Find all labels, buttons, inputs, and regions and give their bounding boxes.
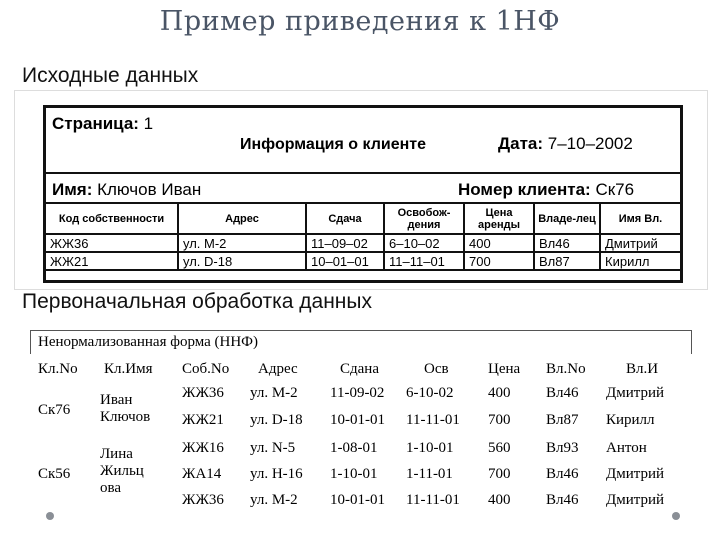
nnf-header-owner-no: Вл.No bbox=[546, 361, 586, 377]
nnf-cell-rent-finish: 1-11-01 bbox=[406, 466, 453, 482]
form-cell: Дмитрий bbox=[600, 234, 680, 252]
nnf-client-name-line: Жильц bbox=[100, 463, 144, 479]
nnf-cell-rent: 400 bbox=[488, 385, 511, 401]
nnf-cell-rent-finish: 11-11-01 bbox=[406, 412, 460, 428]
client-number-value: Ск76 bbox=[595, 180, 635, 199]
client-info-form bbox=[43, 105, 683, 283]
nnf-cell-rent-finish: 1-10-01 bbox=[406, 440, 454, 456]
nnf-client-name-line: Иван bbox=[100, 392, 133, 408]
form-cell: Вл46 bbox=[534, 234, 600, 252]
nnf-cell-address: ул. D-18 bbox=[250, 412, 303, 428]
nnf-cell-owner-name: Антон bbox=[606, 440, 647, 456]
nnf-caption-box bbox=[30, 330, 692, 354]
nnf-header-client-no: Кл.No bbox=[38, 361, 78, 377]
name-label: Имя: bbox=[52, 180, 93, 199]
form-date bbox=[498, 134, 633, 154]
form-header-cell: Имя Вл. bbox=[600, 204, 680, 234]
nnf-cell-property-no: ЖЖ21 bbox=[182, 412, 224, 428]
nnf-cell-address: ул. М-2 bbox=[250, 492, 298, 508]
slide-title: Пример приведения к 1НФ bbox=[159, 6, 561, 37]
nnf-cell-owner-no: Вл87 bbox=[546, 412, 579, 428]
form-cell: ул. D-18 bbox=[178, 252, 306, 270]
nnf-client-id: Ск56 bbox=[38, 466, 71, 482]
page-number bbox=[52, 114, 153, 134]
client-name bbox=[52, 180, 201, 200]
nnf-cell-rent: 400 bbox=[488, 492, 511, 508]
form-cell: ЖЖ21 bbox=[46, 252, 178, 270]
nnf-cell-owner-no: Вл46 bbox=[546, 466, 579, 482]
form-cell: 10–01–01 bbox=[306, 252, 384, 270]
form-divider bbox=[46, 172, 680, 174]
nnf-cell-rent-start: 1-10-01 bbox=[330, 466, 378, 482]
nnf-cell-owner-name: Дмитрий bbox=[606, 492, 665, 508]
form-table-header-row bbox=[46, 204, 680, 234]
nnf-cell-address: ул. Н-16 bbox=[250, 466, 303, 482]
client-number bbox=[458, 180, 634, 200]
form-cell: 400 bbox=[464, 234, 534, 252]
form-table-row bbox=[46, 234, 680, 252]
slide-bullet bbox=[46, 512, 54, 520]
nnf-cell-address: ул. М-2 bbox=[250, 385, 298, 401]
date-label: Дата: bbox=[498, 134, 544, 153]
client-number-label: Номер клиента: bbox=[458, 180, 591, 199]
nnf-header-rent: Цена bbox=[488, 361, 521, 377]
nnf-cell-owner-no: Вл93 bbox=[546, 440, 579, 456]
nnf-header-rent-start: Сдана bbox=[340, 361, 379, 377]
scanned-form-image bbox=[14, 90, 708, 290]
nnf-cell-rent-start: 1-08-01 bbox=[330, 440, 378, 456]
nnf-client-name-line: Лина bbox=[100, 446, 133, 462]
form-cell: 700 bbox=[464, 252, 534, 270]
nnf-cell-property-no: ЖА14 bbox=[182, 466, 222, 482]
nnf-cell-owner-name: Кирилл bbox=[606, 412, 655, 428]
nnf-cell-rent-finish: 6-10-02 bbox=[406, 385, 454, 401]
form-header-cell: Цена аренды bbox=[464, 204, 534, 234]
nnf-header-client-name: Кл.Имя bbox=[104, 361, 153, 377]
form-cell: 11–09–02 bbox=[306, 234, 384, 252]
nnf-cell-rent-start: 11-09-02 bbox=[330, 385, 385, 401]
form-table-row bbox=[46, 252, 680, 270]
form-cell: ул. М-2 bbox=[178, 234, 306, 252]
nnf-client-name-line: Ключов bbox=[100, 409, 151, 425]
nnf-client-name-line: ова bbox=[100, 480, 122, 496]
nnf-cell-rent-start: 10-01-01 bbox=[330, 492, 385, 508]
form-header-cell: Сдача bbox=[306, 204, 384, 234]
nnf-header-owner-name: Вл.И bbox=[626, 361, 659, 377]
form-header-cell: Адрес bbox=[178, 204, 306, 234]
nnf-cell-rent-finish: 11-11-01 bbox=[406, 492, 460, 508]
nnf-client-id: Ск76 bbox=[38, 402, 71, 418]
form-cell: 11–11–01 bbox=[384, 252, 464, 270]
nnf-header-address: Адрес bbox=[258, 361, 298, 377]
form-header-cell: Код собственности bbox=[46, 204, 178, 234]
nnf-cell-rent: 560 bbox=[488, 440, 511, 456]
nnf-client-name bbox=[100, 446, 144, 497]
nnf-cell-property-no: ЖЖ16 bbox=[182, 440, 224, 456]
name-value: Ключов Иван bbox=[97, 180, 202, 199]
section-processing-label: Первоначальная обработка данных bbox=[22, 290, 372, 313]
page-label: Страница: bbox=[52, 114, 139, 133]
slide-bullet bbox=[672, 512, 680, 520]
nnf-client-name bbox=[100, 392, 150, 426]
nnf-cell-rent-start: 10-01-01 bbox=[330, 412, 385, 428]
section-source-data-label: Исходные данных bbox=[22, 64, 199, 87]
nnf-cell-owner-no: Вл46 bbox=[546, 492, 579, 508]
nnf-header-property-no: Соб.No bbox=[182, 361, 230, 377]
nnf-header-rent-finish: Осв bbox=[424, 361, 449, 377]
form-property-table bbox=[46, 204, 680, 271]
page-value: 1 bbox=[143, 114, 154, 133]
form-heading: Информация о клиенте bbox=[240, 136, 426, 153]
nnf-cell-owner-name: Дмитрий bbox=[606, 385, 665, 401]
nnf-cell-rent: 700 bbox=[488, 466, 511, 482]
nnf-cell-owner-no: Вл46 bbox=[546, 385, 579, 401]
date-value: 7–10–2002 bbox=[547, 134, 633, 153]
form-cell: Кирилл bbox=[600, 252, 680, 270]
nnf-cell-owner-name: Дмитрий bbox=[606, 466, 665, 482]
nnf-caption: Ненормализованная форма (ННФ) bbox=[38, 334, 259, 350]
nnf-cell-rent: 700 bbox=[488, 412, 511, 428]
nnf-cell-address: ул. N-5 bbox=[250, 440, 296, 456]
form-cell: Вл87 bbox=[534, 252, 600, 270]
form-cell: ЖЖ36 bbox=[46, 234, 178, 252]
nnf-cell-property-no: ЖЖ36 bbox=[182, 492, 224, 508]
nnf-cell-property-no: ЖЖ36 bbox=[182, 385, 224, 401]
form-header-cell: Владе-лец bbox=[534, 204, 600, 234]
form-cell: 6–10–02 bbox=[384, 234, 464, 252]
form-header-cell: Освобож-дения bbox=[384, 204, 464, 234]
